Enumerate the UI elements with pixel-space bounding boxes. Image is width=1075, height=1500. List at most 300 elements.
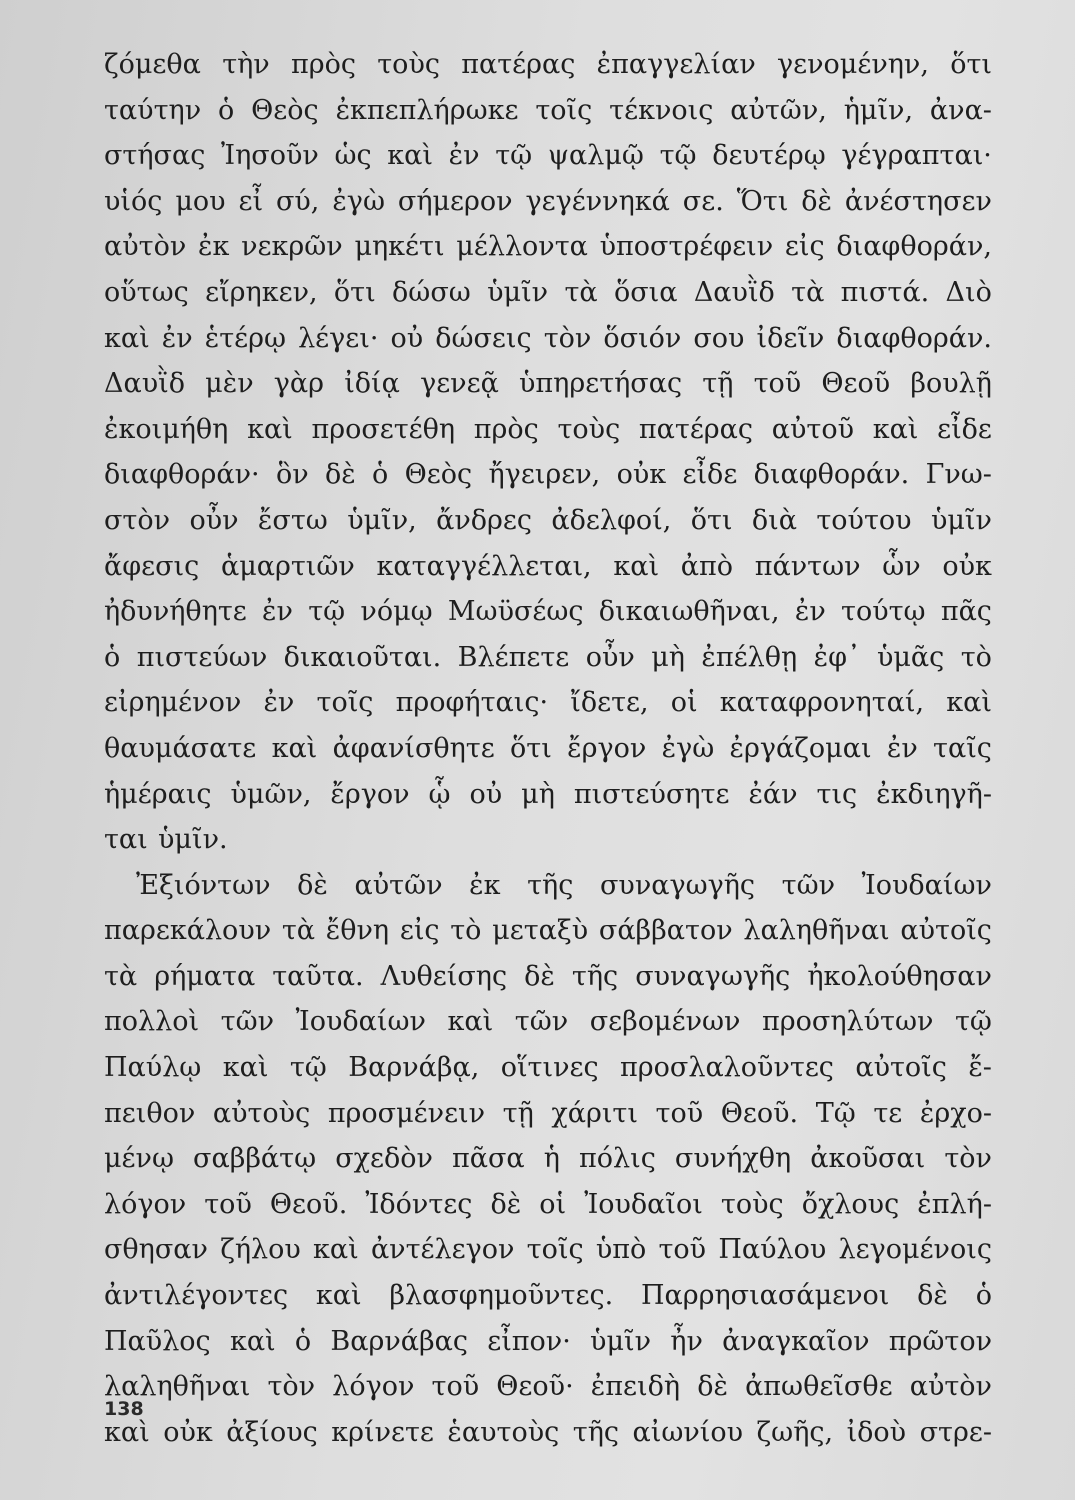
- word: πόλις: [579, 1143, 656, 1175]
- word: ἄνδρες: [436, 504, 533, 536]
- word: Διὸ: [945, 276, 992, 308]
- word: δευτέρῳ: [712, 140, 826, 172]
- word: λόγον: [104, 1188, 187, 1220]
- word: ὅτι: [950, 49, 992, 80]
- word: δώσω: [392, 276, 471, 308]
- word: μένῳ: [104, 1143, 174, 1175]
- word: δώσεις: [435, 322, 532, 354]
- word: νεκρῶν: [241, 231, 343, 263]
- word: ἑαυτοὺς: [447, 1416, 560, 1448]
- word: ἔργον: [567, 732, 647, 764]
- word: καὶ: [447, 1006, 494, 1038]
- word: ἐν: [794, 596, 826, 628]
- text-line: [104, 680, 992, 726]
- word: τὴν: [222, 49, 270, 80]
- word: ἐν: [263, 687, 295, 719]
- word: Θεοῦ.: [720, 1097, 799, 1129]
- word: καταγγέλλεται,: [376, 550, 592, 582]
- text-line: [104, 1410, 992, 1456]
- word: ὑποστρέφειν: [599, 231, 774, 263]
- word: καὶ: [315, 1280, 362, 1312]
- word: πολλοὶ: [104, 1006, 200, 1038]
- word: ἔ-: [968, 1052, 992, 1084]
- word: καὶ: [229, 1325, 276, 1357]
- word: μεταξὺ: [492, 915, 589, 947]
- word: ἐκπεπλήρωκε: [335, 94, 519, 126]
- word: σθησαν: [104, 1234, 208, 1266]
- word: ζόμεθα: [104, 49, 201, 80]
- word: αἰωνίου: [632, 1416, 744, 1448]
- word: λεγομένοις: [838, 1234, 992, 1266]
- word: οὐκ: [942, 550, 992, 582]
- word: ἐπλή-: [917, 1188, 992, 1220]
- word: Δαυῒδ: [693, 276, 775, 308]
- word: τῇ: [702, 368, 734, 400]
- word: δικαιωθῆναι,: [598, 596, 780, 628]
- word: ἀπωθεῖσθε: [745, 1371, 893, 1403]
- word: δὲ: [801, 185, 832, 217]
- word: μὴ: [521, 778, 555, 810]
- word: συνήχθη: [674, 1143, 792, 1175]
- word: ὑμῖν: [590, 1325, 652, 1357]
- word: εἶ: [238, 185, 264, 217]
- word: στὸν: [104, 504, 171, 536]
- word: τῆς: [527, 869, 574, 901]
- word: ἡ: [543, 1143, 560, 1175]
- text-line: [104, 498, 992, 544]
- word: ἐν: [262, 596, 293, 628]
- word: πᾶσα: [452, 1143, 525, 1175]
- word: ὑμῶν,: [230, 778, 312, 810]
- text-line: [104, 224, 992, 270]
- word: προσετέθη: [311, 413, 456, 445]
- word: τοῦ: [658, 1234, 707, 1266]
- word: καὶ: [387, 140, 433, 172]
- word: αὐτοῖς: [900, 915, 992, 947]
- word: τῷ: [495, 140, 533, 172]
- word: τοῦ: [204, 1188, 252, 1220]
- word: ζωῆς,: [756, 1416, 834, 1448]
- text-line: [104, 361, 992, 407]
- word: ἑτέρῳ: [204, 322, 287, 354]
- word: ὃν: [275, 459, 309, 491]
- word: ἐγὼ: [661, 732, 715, 764]
- word: αὐτοὺς: [212, 1097, 311, 1129]
- word: ἐν: [886, 732, 918, 764]
- word: ἀδελφοί,: [551, 504, 672, 536]
- word: ταῖς: [933, 732, 992, 764]
- word: ὡς: [334, 140, 372, 172]
- word: ὑμῖν.: [158, 824, 228, 856]
- word: τούτῳ: [841, 596, 926, 628]
- word: οἱ: [670, 687, 698, 719]
- word: σχεδὸν: [335, 1143, 433, 1175]
- word: σάββατον: [598, 915, 733, 947]
- word: καὶ: [946, 687, 992, 719]
- text-line: [104, 1182, 992, 1228]
- word: ἤγειρεν,: [488, 459, 601, 491]
- word: εἰς: [399, 915, 440, 947]
- word: ὅσιόν: [603, 322, 682, 354]
- word: προσλαλοῦντες: [620, 1052, 834, 1084]
- word: μὲν: [205, 368, 254, 400]
- text-line: [104, 452, 992, 498]
- word: καὶ: [222, 1052, 269, 1084]
- text-line: [104, 1045, 992, 1091]
- word: οὖν: [585, 641, 635, 673]
- word: διαφθοράν.: [753, 459, 910, 491]
- word: διαφθοράν.: [836, 322, 992, 354]
- text-line: [104, 1136, 992, 1182]
- word: λαληθῆναι: [104, 1371, 251, 1403]
- word: ἀντέλεγον: [370, 1234, 515, 1266]
- word: τὰ: [104, 960, 138, 992]
- word: βλασφημοῦντες.: [389, 1280, 614, 1312]
- word: ὑμᾶς: [876, 641, 945, 673]
- word: ἐργάζομαι: [729, 732, 872, 764]
- word: οὖν: [189, 504, 239, 536]
- word: βουλῇ: [910, 368, 992, 400]
- text-line: [104, 316, 992, 362]
- word: τις: [816, 778, 858, 810]
- word: ᾧ: [428, 778, 451, 810]
- word: ἁμαρτιῶν: [220, 550, 355, 582]
- word: διὰ: [751, 504, 797, 536]
- word: τοὺς: [557, 413, 621, 445]
- word: μὴ: [651, 641, 685, 673]
- word: Ἰουδαίων: [295, 1006, 426, 1038]
- word: ἠδυνήθητε: [104, 596, 247, 628]
- word: Βαρνάβᾳ,: [348, 1052, 480, 1084]
- word: οἱ: [539, 1188, 567, 1220]
- word: καὶ: [613, 550, 660, 582]
- word: τὸν: [944, 1143, 992, 1175]
- word: σου: [693, 322, 745, 354]
- word: λαληθῆναι: [743, 915, 890, 947]
- text-line: [104, 179, 992, 225]
- word: μου: [175, 185, 226, 217]
- text-line: [104, 726, 992, 772]
- text-line: [104, 863, 992, 909]
- word: οὐ: [469, 778, 503, 810]
- word: σήμερον: [397, 185, 513, 217]
- word: ὁ: [975, 1280, 992, 1312]
- word: διαφθοράν·: [104, 459, 260, 491]
- word: συναγωγῆς: [599, 869, 756, 901]
- word: Ἰουδαίων: [861, 869, 992, 901]
- word: τέκνοις: [609, 94, 714, 126]
- word: δὲ: [917, 1280, 948, 1312]
- word: συναγωγῆς: [635, 960, 791, 992]
- word: ἐγὼ: [332, 185, 385, 217]
- word: προφήταις·: [395, 687, 549, 719]
- word: Βαρνάβας: [330, 1325, 468, 1357]
- word: τοῖς: [535, 94, 593, 126]
- word: ρήματα: [154, 960, 256, 992]
- word: ἐκοιμήθη: [104, 413, 229, 445]
- word: καὶ: [104, 1416, 150, 1448]
- text-line: [104, 772, 992, 818]
- word: πατέρας: [638, 413, 754, 445]
- word: Θεοῦ: [821, 368, 891, 400]
- word: δὲ: [524, 960, 555, 992]
- word: Ἰησοῦν: [221, 140, 319, 172]
- word: γενεᾷ: [420, 368, 499, 400]
- word: ἐκδιηγῆ-: [876, 778, 992, 810]
- word: τούτου: [816, 504, 912, 536]
- word: τῆς: [572, 1416, 620, 1448]
- word: αὐτὸν: [909, 1371, 992, 1403]
- word: σύ,: [275, 185, 320, 217]
- word: Ἐξιόντων: [136, 869, 271, 901]
- word: ὑμῖν: [930, 504, 992, 536]
- word: ται: [104, 824, 148, 856]
- word: καταφρονηταί,: [719, 687, 925, 719]
- word: ἐκ: [469, 869, 501, 901]
- word: ἐκ: [198, 231, 230, 263]
- word: οὐκ: [163, 1416, 213, 1448]
- word: ἔθνη: [325, 915, 390, 947]
- word: ἔργον: [330, 778, 410, 810]
- word: τῶν: [514, 1006, 569, 1038]
- word: ὅτι: [333, 276, 376, 308]
- word: τὸν: [543, 322, 592, 354]
- word: οὕτως: [104, 276, 189, 308]
- word: λέγει·: [298, 322, 379, 354]
- word: ἀκοῦσαι: [810, 1143, 926, 1175]
- word: Παρρησιασάμενοι: [640, 1280, 890, 1312]
- word: τὰ: [281, 915, 316, 947]
- word: οἵτινες: [500, 1052, 599, 1084]
- text-line: [104, 1091, 992, 1137]
- word: ἰδοὺ: [846, 1416, 907, 1448]
- word: χάριτι: [551, 1097, 638, 1129]
- word: ὑπὸ: [595, 1234, 647, 1266]
- word: πάντων: [754, 550, 861, 582]
- word: σεβομένων: [589, 1006, 741, 1038]
- word: Ὅτι: [736, 185, 789, 217]
- word: ὅτι: [510, 732, 552, 764]
- word: ὑπηρετήσας: [519, 368, 683, 400]
- word: Λυθείσης: [380, 960, 508, 992]
- word: ἴδετε,: [570, 687, 649, 719]
- word: προσμένειν: [327, 1097, 486, 1129]
- word: ἐν: [161, 322, 193, 354]
- word: ταῦτα.: [272, 960, 364, 992]
- word: ἀφανίσθητε: [332, 732, 495, 764]
- word: ἐφ᾿: [813, 641, 861, 673]
- word: τοὺς: [377, 49, 440, 80]
- word: ταύτην: [104, 94, 202, 126]
- word: ἡμέραις: [104, 778, 212, 810]
- word: ὁ: [294, 1325, 312, 1357]
- word: καὶ: [104, 322, 150, 354]
- word: τῶν: [781, 869, 836, 901]
- word: στρε-: [919, 1416, 992, 1448]
- word: πατέρας: [461, 49, 576, 80]
- word: Τῷ: [815, 1097, 856, 1129]
- word: ὁ: [218, 94, 235, 126]
- text-line: [104, 589, 992, 635]
- word: Δαυῒδ: [104, 368, 185, 400]
- word: Παύλου: [718, 1234, 827, 1266]
- word: ἐπέλθῃ: [701, 641, 798, 673]
- word: μέλλοντα: [456, 231, 588, 263]
- word: τῷ: [308, 596, 346, 628]
- word: εἰς: [784, 231, 825, 263]
- text-line: [104, 88, 992, 134]
- word: ἀναγκαῖον: [722, 1325, 870, 1357]
- word: Θεοῦ·: [496, 1371, 574, 1403]
- word: Ἰουδαῖοι: [584, 1188, 703, 1220]
- word: ὁ: [104, 641, 121, 673]
- word: ψαλμῷ: [547, 140, 644, 172]
- text-line: [104, 42, 992, 88]
- word: τὰ: [564, 276, 598, 308]
- text-line: [104, 1273, 992, 1319]
- word: τὰ: [791, 276, 825, 308]
- word: γενομένην,: [777, 49, 929, 80]
- text-line: [104, 954, 992, 1000]
- word: Θεὸς: [251, 94, 319, 126]
- word: υἱός: [104, 185, 163, 217]
- word: πιστά.: [840, 276, 930, 308]
- word: πρὸς: [290, 49, 356, 80]
- word: τε: [873, 1097, 903, 1129]
- word: κρίνετε: [331, 1416, 434, 1448]
- word: ὅσια: [613, 276, 678, 308]
- word: τὸν: [267, 1371, 316, 1403]
- word: τῷ: [659, 140, 697, 172]
- word: παρεκάλουν: [104, 915, 272, 947]
- word: πειθον: [104, 1097, 196, 1129]
- word: αὐτοῦ: [771, 413, 854, 445]
- word: εἶδε: [682, 459, 738, 491]
- word: οὐκ: [616, 459, 667, 491]
- word: ἀντιλέγοντες: [104, 1280, 289, 1312]
- text-line: [104, 270, 992, 316]
- word: καὶ: [313, 1234, 359, 1266]
- word: νόμῳ: [360, 596, 433, 628]
- word: οὐ: [390, 322, 424, 354]
- word: στήσας: [104, 140, 206, 172]
- word: ἄφεσις: [104, 550, 200, 582]
- word: ἐπαγγελίαν: [596, 49, 756, 80]
- word: γὰρ: [273, 368, 325, 400]
- word: ἠκολούθησαν: [807, 960, 992, 992]
- word: τῶν: [220, 1006, 275, 1038]
- word: δὲ: [324, 459, 356, 491]
- word: Γνω-: [925, 459, 992, 491]
- word: δὲ: [490, 1188, 522, 1220]
- text-line: [104, 999, 992, 1045]
- word: πιστεύων: [136, 641, 268, 673]
- word: ἀπὸ: [680, 550, 734, 582]
- text-line: [104, 407, 992, 453]
- word: λόγον: [332, 1371, 415, 1403]
- word: ὄχλους: [801, 1188, 900, 1220]
- text-line: [104, 1319, 992, 1365]
- word: ὧν: [882, 550, 921, 582]
- text-line: [104, 133, 992, 179]
- word: ὑμῖν,: [347, 504, 417, 536]
- word: Μωϋσέως: [447, 596, 584, 628]
- word: τοῦ: [655, 1097, 704, 1129]
- word: ἐπειδὴ: [590, 1371, 681, 1403]
- word: ἔστω: [257, 504, 328, 536]
- word: πᾶς: [940, 596, 992, 628]
- word: Παῦλος: [104, 1325, 211, 1357]
- text-line: [104, 908, 992, 954]
- word: δὲ: [297, 869, 328, 901]
- word: Παύλῳ: [104, 1052, 202, 1084]
- text-line: [104, 544, 992, 590]
- word: Θεοῦ.: [269, 1188, 348, 1220]
- word: δὲ: [697, 1371, 728, 1403]
- word: τῇ: [502, 1097, 534, 1129]
- word: ἡμῖν,: [843, 94, 914, 126]
- word: αὐτοῖς: [855, 1052, 947, 1084]
- word: ζήλου: [220, 1234, 301, 1266]
- word: καὶ: [872, 413, 919, 445]
- word: τοὺς: [720, 1188, 784, 1220]
- word: αὐτῶν,: [730, 94, 827, 126]
- word: γέγραπται·: [841, 140, 992, 172]
- word: ἀνα-: [929, 94, 992, 126]
- word: ἐρχο-: [919, 1097, 992, 1129]
- word: πιστεύσητε: [573, 778, 730, 810]
- word: ἦν: [670, 1325, 703, 1357]
- word: εἶδε: [937, 413, 992, 445]
- word: ἀξίους: [226, 1416, 318, 1448]
- word: ὁ: [372, 459, 389, 491]
- word: τοῖς: [316, 687, 374, 719]
- word: πρὸς: [473, 413, 539, 445]
- body-text: [104, 42, 992, 1455]
- word: γεγέννηκά: [525, 185, 670, 217]
- word: αὐτὸν: [104, 231, 187, 263]
- word: τοῦ: [431, 1371, 480, 1403]
- word: ἐάν: [748, 778, 798, 810]
- word: Βλέπετε: [457, 641, 570, 673]
- word: θαυμάσατε: [104, 732, 257, 764]
- word: καὶ: [271, 732, 318, 764]
- word: σε.: [682, 185, 724, 217]
- word: σαββάτῳ: [193, 1143, 317, 1175]
- page-number: 138: [104, 1398, 144, 1420]
- word: ὑμῖν: [487, 276, 549, 308]
- word: προσηλύτων: [762, 1006, 934, 1038]
- word: εἰρημένον: [104, 687, 242, 719]
- word: εἴρηκεν,: [205, 276, 318, 308]
- word: τοῦ: [753, 368, 802, 400]
- word: εἶπον·: [487, 1325, 571, 1357]
- word: καὶ: [247, 413, 293, 445]
- word: τοῖς: [526, 1234, 584, 1266]
- word: Θεὸς: [404, 459, 473, 491]
- word: πρῶτον: [888, 1325, 992, 1357]
- word: ἀνέστησεν: [844, 185, 992, 217]
- word: διαφθοράν,: [836, 231, 992, 263]
- text-line: [104, 1227, 992, 1273]
- word: αὐτῶν: [354, 869, 443, 901]
- word: τῷ: [289, 1052, 327, 1084]
- word: τῆς: [571, 960, 619, 992]
- word: μηκέτι: [354, 231, 445, 263]
- word: τῷ: [954, 1006, 992, 1038]
- word: ὅτι: [690, 504, 733, 536]
- text-line: [104, 635, 992, 681]
